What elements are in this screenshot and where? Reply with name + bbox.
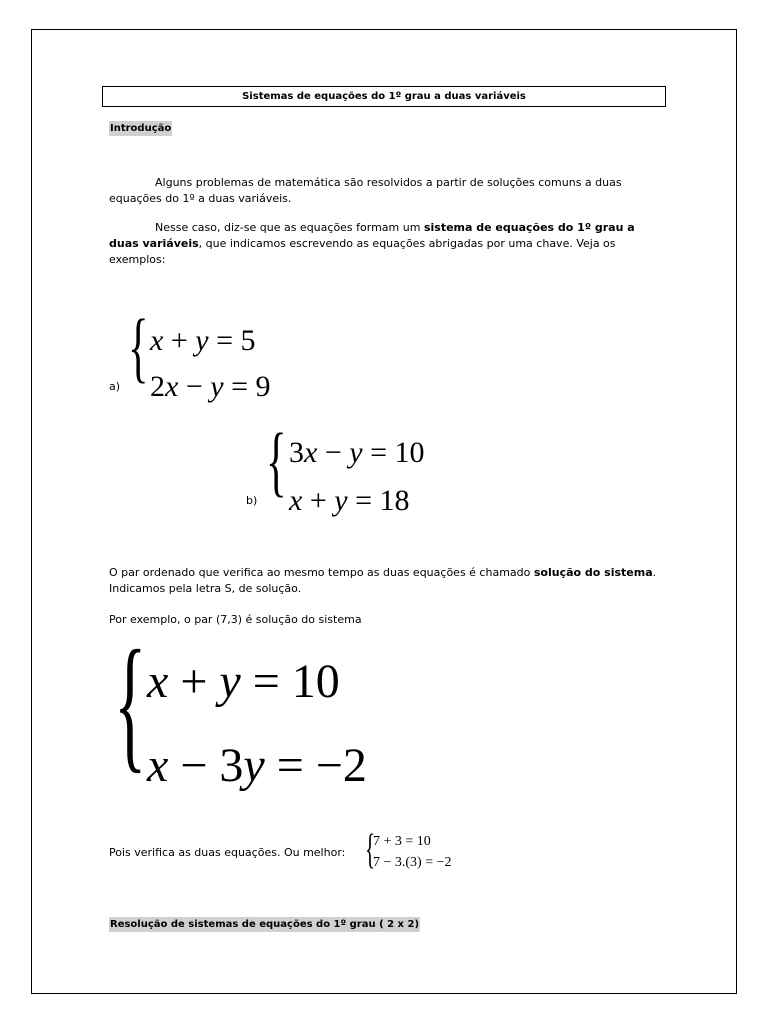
solution-bold-term: solução do sistema xyxy=(533,566,653,579)
check-system xyxy=(373,831,452,873)
big-system-eq2: x − 3y = −2 xyxy=(147,739,367,792)
definition-text-start: Nesse caso, diz-se que as equações formam um xyxy=(155,221,424,234)
check-system-eq1: 7 + 3 = 10 xyxy=(373,834,431,849)
check-system-brace: { xyxy=(365,827,376,873)
example-b-brace: { xyxy=(266,417,287,504)
example-a-brace: { xyxy=(128,303,149,390)
solution-text-start: O par ordenado que verifica ao mesmo tempo as duas equações é chamado xyxy=(109,566,534,579)
solution-text-end: . Indicamos pela letra S, de solução. xyxy=(109,566,657,595)
big-system xyxy=(147,640,367,808)
intro-paragraph: Alguns problemas de matemática são resolvidos a partir de soluções comuns a duas equações do 1º a duas variáveis. xyxy=(109,176,622,205)
intro-heading: Introdução xyxy=(110,123,172,134)
example-b-label: b) xyxy=(246,494,258,507)
example-a-system xyxy=(150,318,271,410)
solution-definition-paragraph xyxy=(109,565,657,597)
check-system-eq2: 7 − 3.(3) = −2 xyxy=(373,855,452,870)
example-a-eq2: 2x − y = 9 xyxy=(150,370,271,403)
verification-paragraph: Pois verifica as duas equações. Ou melhor: xyxy=(109,846,346,859)
resolution-heading: Resolução de sistemas de equações do 1º grau ( 2 x 2) xyxy=(110,919,420,930)
example-b-eq2: x + y = 18 xyxy=(289,484,410,517)
document-title: Sistemas de equações do 1º grau a duas variáveis xyxy=(102,86,666,107)
definition-bold-term: sistema de equações do 1º grau a duas variáveis xyxy=(109,221,635,250)
example-pair-paragraph: Por exemplo, o par (7,3) é solução do sistema xyxy=(109,613,362,626)
example-a-label: a) xyxy=(109,380,121,393)
system-definition-paragraph xyxy=(109,220,657,268)
example-b-system xyxy=(289,429,425,525)
example-a-eq1: x + y = 5 xyxy=(150,324,256,357)
big-system-eq1: x + y = 10 xyxy=(147,655,340,708)
big-system-brace: { xyxy=(114,620,147,786)
definition-text-end: , que indicamos escrevendo as equações abrigadas por uma chave. Veja os exemplos: xyxy=(109,237,616,266)
example-b-eq1: 3x − y = 10 xyxy=(289,436,425,469)
